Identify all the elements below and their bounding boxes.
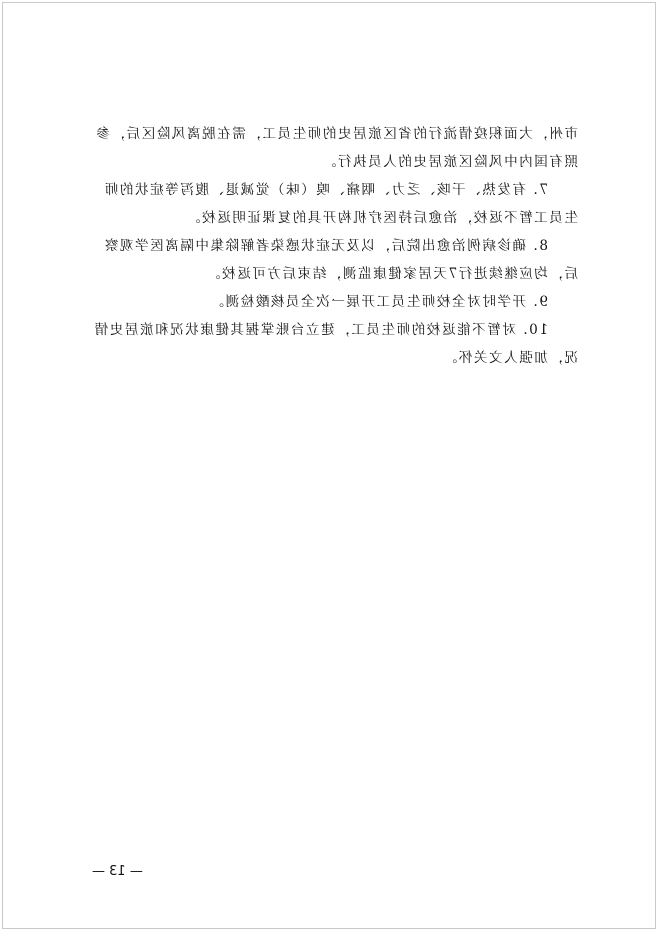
text-line: 9. 开学时对全校师生员工开展一次全员核酸检测。 bbox=[208, 294, 548, 310]
text-line: 后，均应继续进行7天居家健康监测，结束后方可返校。 bbox=[205, 266, 578, 282]
page-number: — 13 — bbox=[92, 864, 143, 879]
text-line: 生员工暂不返校，治愈后持医疗机构开具的复课证明返校。 bbox=[185, 210, 578, 226]
text-line: 10. 对暂不能返校的师生员工，建立台账掌握其健康状况和旅居史情 bbox=[93, 322, 548, 338]
text-line: 7. 有发热、干咳、乏力、咽痛、嗅（味）觉减退、腹泻等症状的师 bbox=[103, 182, 548, 198]
text-line: 况，加强人文关怀。 bbox=[442, 350, 578, 366]
text-line: 市州，大面积疫情流行的省区旅居史的师生员工，需在脱离风险区后，参 bbox=[94, 126, 578, 142]
text-line: 8. 确诊病例治愈出院后，以及无症状感染者解除集中隔离医学观察 bbox=[103, 238, 548, 254]
text-line: 照有国内中风险区旅居史的人员执行。 bbox=[321, 154, 578, 170]
